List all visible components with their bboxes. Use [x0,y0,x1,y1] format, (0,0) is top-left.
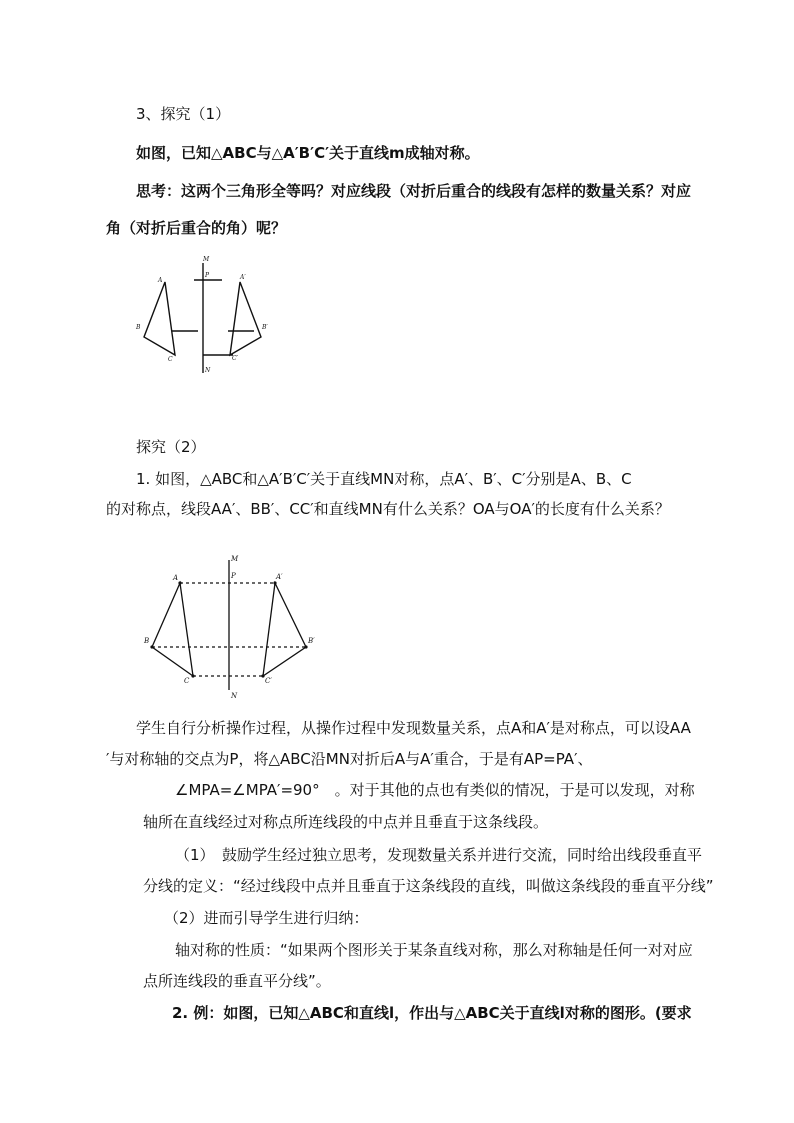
section1-given: 如图，已知△ABC与△A′B′C′关于直线m成轴对称。 [136,144,480,162]
analysis-line3: ∠MPA=∠MPA′=90° 。对于其他的点也有类似的情况，于是可以发现，对称 [175,781,695,799]
triangle-abc-2 [152,583,193,676]
label-p: P [205,272,210,279]
section2-q1-line2: 的对称点，线段AA′、BB′、CC′和直线MN有什么关系？OA与OA′的长度有什么关系？ [106,500,670,518]
label-p-2: P [231,572,236,580]
analysis-line2: ′与对称轴的交点为P，将△ABC沿MN对折后A与A′重合，于是有AP=PA′、 [106,750,593,768]
label-b: B [136,324,141,331]
label-a1: A′ [240,274,246,281]
section1-question-line1: 思考：这两个三角形全等吗？对应线段（对折后重合的线段有怎样的数量关系？对应 [136,182,692,200]
step2: （2）进而引导学生进行归纳： [164,909,369,927]
section1-question-line2: 角（对折后重合的角）呢？ [106,219,287,237]
figure-2-symmetric-triangles [140,550,330,700]
step1-line1: （1） 鼓励学生经过独立思考，发现数量关系并进行交流，同时给出线段垂直平 [175,846,703,864]
label-b1: B′ [262,324,268,331]
property-line2: 点所连线段的垂直平分线”。 [143,972,331,990]
analysis-line4: 轴所在直线经过对称点所连线段的中点并且垂直于这条线段。 [143,813,549,831]
label-c-2: C [184,677,190,685]
example-line1: 2. 例：如图，已知△ABC和直线l，作出与△ABC关于直线l对称的图形。(要求 [172,1004,692,1022]
analysis-line1: 学生自行分析操作过程，从操作过程中发现数量关系，点A和A′是对称点，可以设AA [136,719,691,737]
triangle-abc [144,282,175,355]
label-a1-2: A′ [276,573,283,581]
label-a-2: A [173,574,179,582]
section1-heading: 3、探究（1） [136,105,231,123]
label-n: N [205,367,211,374]
step1-line2: 分线的定义：“经过线段中点并且垂直于这条线段的直线，叫做这条线段的垂直平分线” [143,877,714,895]
label-c1-2: C′ [265,677,272,685]
label-m-2: M [231,555,239,563]
label-c: C [168,356,173,363]
label-c1: C′ [232,355,238,362]
label-a: A [158,277,163,284]
property-line1: 轴对称的性质：“如果两个图形关于某条直线对称，那么对称轴是任何一对对应 [175,941,693,959]
label-b1-2: B′ [308,637,315,645]
triangle-a1b1c1 [230,282,261,355]
section2-q1-line1: 1. 如图，△ABC和△A′B′C′关于直线MN对称，点A′、B′、C′分别是A、B、C [136,470,632,488]
section2-heading: 探究（2） [136,438,206,456]
triangle-a1b1c1-2 [263,583,306,676]
figure-1-symmetric-triangles [130,255,290,380]
label-n-2: N [231,692,238,700]
label-m: M [203,256,210,263]
label-b-2: B [144,637,150,645]
